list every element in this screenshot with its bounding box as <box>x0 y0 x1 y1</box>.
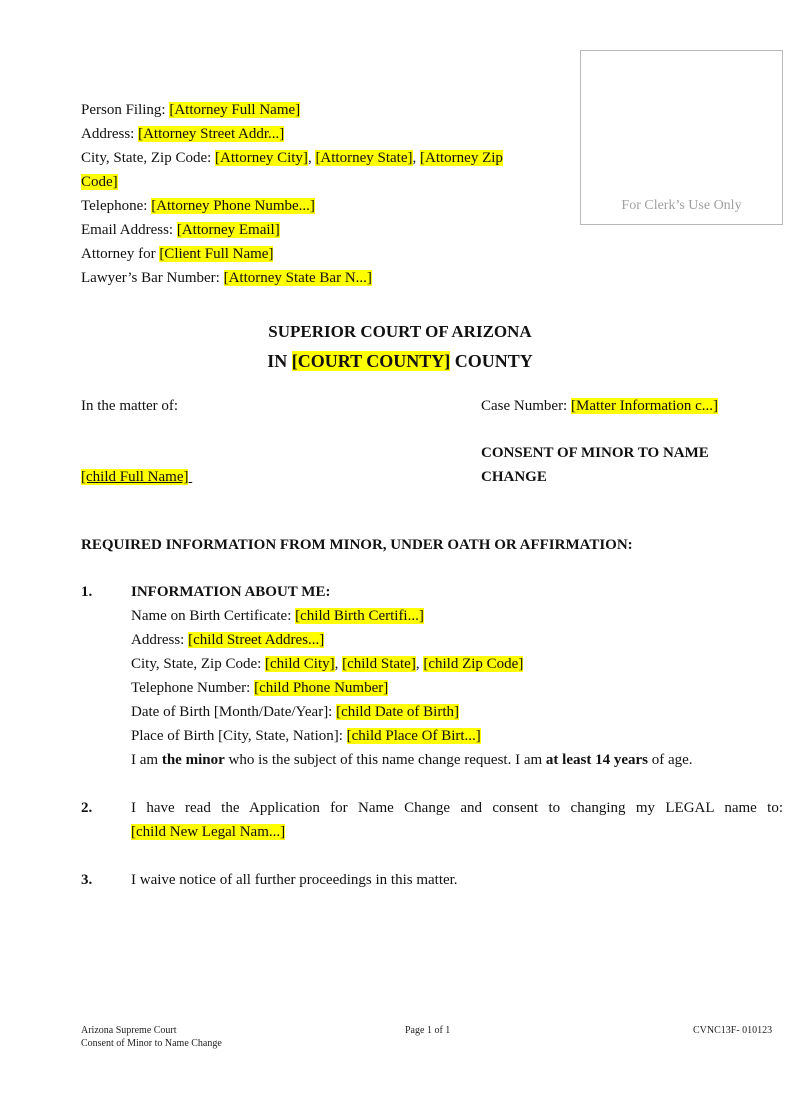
court-in-text: IN <box>267 351 292 371</box>
court-title: SUPERIOR COURT OF ARIZONA <box>268 322 532 341</box>
child-address-label: Address: <box>131 632 189 648</box>
city-state-zip-line <box>81 146 503 170</box>
person-filing-line <box>81 98 300 122</box>
section-2-number: 2. <box>81 800 93 816</box>
separator: , <box>334 656 343 672</box>
person-filing-label: Person Filing: <box>81 102 170 118</box>
section-2-text: I have read the Application for Name Change and consent to changing my LEGAL name to: <box>131 800 783 816</box>
child-phone-label: Telephone Number: <box>131 680 255 696</box>
city-state-zip-label: City, State, Zip Code: <box>81 150 216 166</box>
telephone-line <box>81 194 315 218</box>
minor-statement-part: who is the subject of this name change request. I am <box>224 752 546 768</box>
child-phone-line <box>131 676 388 700</box>
court-county-title <box>0 348 800 374</box>
case-number-label: Case Number: <box>481 398 571 414</box>
footer-left-line2: Consent of Minor to Name Change <box>81 1038 222 1049</box>
person-filing-field[interactable]: [Attorney Full Name] <box>169 102 301 118</box>
birth-certificate-label: Name on Birth Certificate: <box>131 608 296 624</box>
attorney-zip-field[interactable]: [Attorney Zip <box>420 150 503 166</box>
birth-certificate-line <box>131 604 424 628</box>
section-1-number: 1. <box>81 584 93 600</box>
bar-number-field[interactable]: [Attorney State Bar N...] <box>223 270 372 286</box>
child-dob-line <box>131 700 459 724</box>
footer-left-line1: Arizona Supreme Court <box>81 1025 177 1036</box>
telephone-field[interactable]: [Attorney Phone Numbe...] <box>151 198 315 214</box>
document-title-line1: CONSENT OF MINOR TO NAME <box>481 445 709 461</box>
child-zip-field[interactable]: [child Zip Code] <box>423 656 524 672</box>
attorney-city-field[interactable]: [Attorney City] <box>215 150 308 166</box>
child-address-field[interactable]: [child Street Addres...] <box>188 632 325 648</box>
footer-page-number: Page 1 of 1 <box>405 1025 451 1036</box>
new-legal-name-field[interactable]: [child New Legal Nam...] <box>131 824 286 840</box>
minor-age-bold: at least 14 years <box>545 752 648 768</box>
case-number-line <box>481 394 718 418</box>
separator: , <box>412 150 420 166</box>
zip-continuation-line <box>81 170 118 194</box>
matter-label: In the matter of: <box>81 398 179 414</box>
minor-statement-part: of age. <box>647 752 693 768</box>
telephone-label: Telephone: <box>81 198 152 214</box>
attorney-for-label: Attorney for <box>81 246 160 262</box>
child-address-line <box>131 628 324 652</box>
client-name-field[interactable]: [Client Full Name] <box>159 246 274 262</box>
section-3-text: I waive notice of all further proceedings in this matter. <box>131 872 458 888</box>
minor-statement-bold: the minor <box>161 752 225 768</box>
child-name-line <box>81 465 192 489</box>
child-pob-field[interactable]: [child Place Of Birt...] <box>346 728 481 744</box>
child-dob-label: Date of Birth [Month/Date/Year]: <box>131 704 337 720</box>
attorney-zip-field-continued[interactable]: Code] <box>81 174 118 190</box>
section-1-heading: INFORMATION ABOUT ME: <box>131 584 331 600</box>
child-pob-label: Place of Birth [City, State, Nation]: <box>131 728 347 744</box>
minor-statement <box>131 748 693 772</box>
attorney-state-field[interactable]: [Attorney State] <box>315 150 413 166</box>
new-legal-name-line <box>131 820 285 844</box>
section-3-number: 3. <box>81 872 93 888</box>
child-full-name-field[interactable]: [child Full Name] <box>81 469 189 485</box>
bar-number-line <box>81 266 372 290</box>
birth-certificate-field[interactable]: [child Birth Certifi...] <box>295 608 424 624</box>
address-line <box>81 122 284 146</box>
separator: , <box>415 656 424 672</box>
child-dob-field[interactable]: [child Date of Birth] <box>336 704 459 720</box>
document-title-line2: CHANGE <box>481 469 547 485</box>
attorney-for-line <box>81 242 273 266</box>
child-phone-field[interactable]: [child Phone Number] <box>254 680 389 696</box>
minor-statement-part: I am <box>131 752 162 768</box>
bar-number-label: Lawyer’s Bar Number: <box>81 270 224 286</box>
court-county-field[interactable]: [COURT COUNTY] <box>291 351 451 371</box>
child-pob-line <box>131 724 481 748</box>
child-state-field[interactable]: [child State] <box>342 656 416 672</box>
email-label: Email Address: <box>81 222 177 238</box>
child-city-field[interactable]: [child City] <box>265 656 335 672</box>
address-field[interactable]: [Attorney Street Addr...] <box>138 126 285 142</box>
clerk-use-label: For Clerk’s Use Only <box>621 198 742 213</box>
child-city-state-zip-line <box>131 652 523 676</box>
required-info-heading: REQUIRED INFORMATION FROM MINOR, UNDER OATH OR AFFIRMATION: <box>81 537 633 553</box>
email-field[interactable]: [Attorney Email] <box>176 222 280 238</box>
clerk-use-box <box>580 50 783 225</box>
child-csz-label: City, State, Zip Code: <box>131 656 266 672</box>
separator: , <box>307 150 316 166</box>
case-number-field[interactable]: [Matter Information c...] <box>570 398 719 414</box>
email-line <box>81 218 280 242</box>
footer-form-code: CVNC13F- 010123 <box>693 1025 773 1036</box>
address-label: Address: <box>81 126 139 142</box>
court-county-suffix: COUNTY <box>450 351 533 371</box>
